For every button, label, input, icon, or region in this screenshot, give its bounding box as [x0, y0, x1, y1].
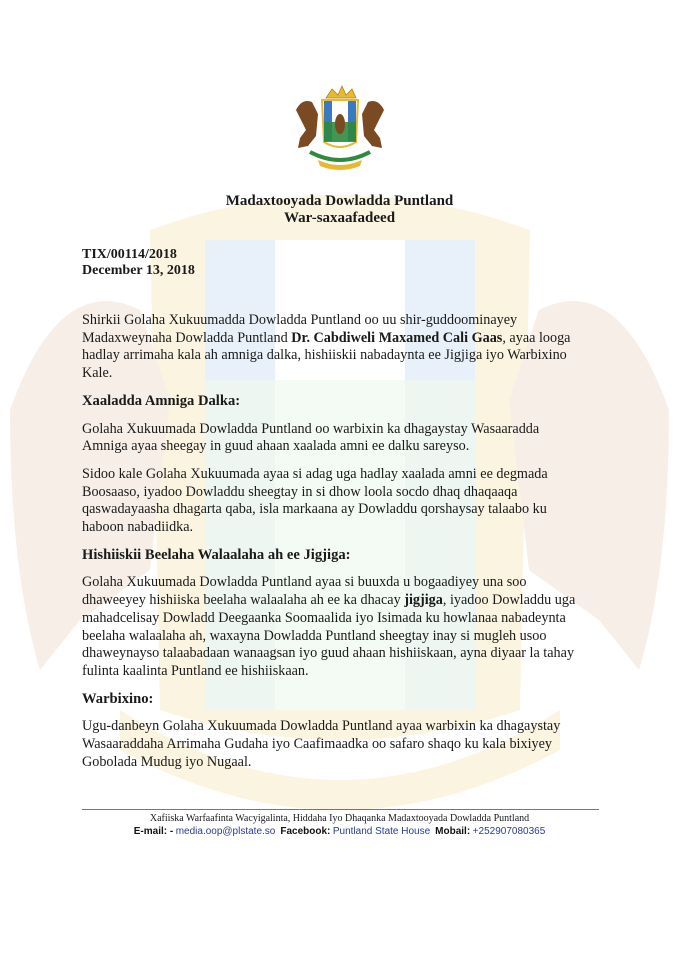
footer-office: Xafiiska Warfaafinta Wacyigalinta, Hiddaha Iyo Dhaqanka Madaxtooyada Dowladda Puntland: [149, 813, 530, 824]
email-link[interactable]: media.oop@plstate.so: [175, 826, 276, 837]
reference-number: TIX/00114/2018: [82, 247, 177, 262]
emblem-jar: [335, 114, 345, 134]
section-heading-agreement: Hishiiskii Beelaha Walaalaha ah ee Jigjiga:: [82, 546, 351, 563]
puntland-emblem-logo: [288, 84, 392, 176]
section-heading-reports: Warbixino:: [82, 690, 154, 707]
footer-contacts: [0, 825, 679, 838]
document-body: [82, 312, 582, 781]
document-date: December 13, 2018: [82, 263, 195, 278]
jigjiga-bold: jigjiga: [404, 592, 443, 609]
footer-divider: [82, 809, 599, 810]
agreement-paragraph: Golaha Xukuumada Dowladda Puntland ayaa si buuxda u bogaadiyey una soo dhaweeyey hishiiska beelaha walaalaha ah ee ka dhacay jigjiga, iyadoo Dowladdu uga mahadcelisay Dowladd Deegaanka Soomaalida iyo Isimada ku howlanaa nabadeynta beelaha walaalaha ah, waxayna Dowladda Puntland sheegtay inay si mugleh usoo dhaweynayso talaabadaan wanaagsan iyo guud ahaan hishiiskaan, ayna diyaar la tahay fulinta kaalinta Puntland ee hishiiskaan.: [82, 574, 576, 679]
emblem-crown: [326, 86, 356, 98]
header-title: Madaxtooyada Dowladda Puntland: [225, 193, 454, 209]
email-label: E-mail: -: [133, 826, 174, 837]
emblem-horse-left: [296, 101, 318, 148]
section-heading-security: Xaaladda Amniga Dalka:: [82, 392, 241, 409]
security-paragraph-1: Golaha Xukuumada Dowladda Puntland oo warbixin ka dhagaystay Wasaaradda Amniga ayaa sheegay in guud ahaan xaalada amni ee dalku sareyso.: [82, 420, 540, 455]
emblem-horse-right: [362, 101, 384, 148]
emblem-laurel: [310, 152, 370, 160]
facebook-link[interactable]: Puntland State House: [332, 826, 431, 837]
facebook-label: Facebook:: [280, 826, 331, 837]
document-meta: [82, 247, 195, 279]
header-subtitle: War-saxaafadeed: [283, 210, 396, 226]
mobile-number[interactable]: +252907080365: [472, 826, 546, 837]
president-name: Dr. Cabdiweli Maxamed Cali Gaas: [291, 329, 503, 346]
mobile-label: Mobail:: [435, 826, 471, 837]
intro-paragraph: Shirkii Golaha Xukuumadda Dowladda Puntland oo uu shir-guddoominayey Madaxweynaha Dowladda Puntland Dr. Cabdiweli Maxamed Cali Gaas, ayaa looga hadlay arrimaha kala ah amniga dalka, hishiiskii nabadaynta ee Jigjiga iyo Warbixino Kale.: [82, 312, 571, 382]
reports-paragraph: Ugu-danbeyn Golaha Xukuumada Dowladda Puntland ayaa warbixin ka dhagaystay Wasaaraddaha Arrimaha Gudaha iyo Caafimaadka oo safaro shaqo ku kala bixiyey Gobolada Mudug iyo Nugaal.: [82, 718, 561, 770]
document-header: [0, 193, 679, 227]
security-paragraph-2: Sidoo kale Golaha Xukuumada ayaa si adag uga hadlay xaalada amni ee degmada Boosaaso, iyadoo Dowladdu sheegtay in si dhow loola socdo dhaq dhaqaaqa qaswadayaasha dhagarta qaba, isla markaana ay Dowladdu qorshaysay talaabo ku haboon nabadiidka.: [82, 465, 548, 536]
